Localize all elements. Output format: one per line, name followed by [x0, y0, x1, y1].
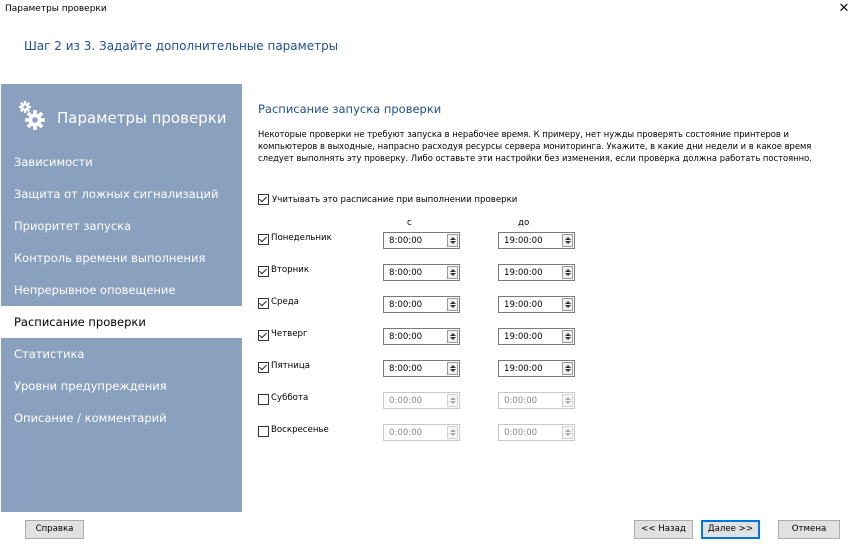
monday-from-time[interactable]: [383, 232, 460, 249]
help-button[interactable]: Справка: [25, 520, 84, 539]
day-row-friday: [258, 360, 588, 380]
tuesday-from-time[interactable]: [383, 264, 460, 281]
saturday-from-time: [383, 392, 460, 409]
tuesday-label: Вторник: [271, 265, 310, 275]
sidebar-nav: [1, 146, 242, 434]
sunday-to-value: 0:00:00: [504, 428, 538, 438]
monday-checkbox[interactable]: [258, 234, 269, 245]
spin-buttons-icon[interactable]: [562, 362, 573, 375]
monday-to-value: 19:00:00: [504, 236, 543, 246]
saturday-from-value: 0:00:00: [389, 396, 423, 406]
thursday-to-value: 19:00:00: [504, 332, 543, 342]
monday-from-value: 8:00:00: [389, 236, 423, 246]
tuesday-to-time[interactable]: [498, 264, 575, 281]
sidebar-item-description-comment[interactable]: Описание / комментарий: [14, 411, 167, 425]
sidebar-item-warning-levels[interactable]: Уровни предупреждения: [14, 379, 167, 393]
friday-checkbox[interactable]: [258, 362, 269, 373]
monday-to-time[interactable]: [498, 232, 575, 249]
sunday-to-time: [498, 424, 575, 441]
spin-buttons-icon[interactable]: [447, 266, 458, 279]
sidebar: [1, 84, 242, 512]
friday-to-value: 19:00:00: [504, 364, 543, 374]
sidebar-item-dependencies[interactable]: Зависимости: [14, 155, 93, 169]
thursday-to-time[interactable]: [498, 328, 575, 345]
next-button[interactable]: Далее >>: [701, 520, 760, 539]
section-title: Расписание запуска проверки: [258, 102, 442, 116]
from-column-header: с: [407, 218, 412, 228]
tuesday-checkbox[interactable]: [258, 266, 269, 277]
spin-buttons-icon[interactable]: [562, 234, 573, 247]
sunday-label: Воскресенье: [271, 425, 329, 435]
window-title: Параметры проверки: [5, 4, 107, 14]
saturday-to-value: 0:00:00: [504, 396, 538, 406]
saturday-to-time: [498, 392, 575, 409]
sidebar-item-continuous-notification[interactable]: Непрерывное оповещение: [14, 283, 176, 297]
wednesday-checkbox[interactable]: [258, 298, 269, 309]
thursday-label: Четверг: [271, 329, 308, 339]
wednesday-label: Среда: [271, 297, 299, 307]
gears-icon: [17, 98, 47, 132]
saturday-checkbox[interactable]: [258, 394, 269, 405]
spin-buttons-icon[interactable]: [562, 298, 573, 311]
friday-label: Пятница: [271, 361, 310, 371]
day-row-thursday: [258, 328, 588, 348]
sidebar-item-statistics[interactable]: Статистика: [14, 347, 85, 361]
friday-from-time[interactable]: [383, 360, 460, 377]
back-button[interactable]: << Назад: [634, 520, 693, 539]
spin-buttons-icon[interactable]: [447, 234, 458, 247]
day-row-wednesday: [258, 296, 588, 316]
sidebar-item-execution-time-control[interactable]: Контроль времени выполнения: [14, 251, 206, 265]
spin-buttons-icon: [447, 394, 458, 407]
close-icon[interactable]: ✕: [838, 1, 850, 16]
spin-buttons-icon[interactable]: [447, 298, 458, 311]
spin-buttons-icon: [562, 394, 573, 407]
spin-buttons-icon[interactable]: [447, 362, 458, 375]
to-column-header: до: [518, 218, 530, 228]
spin-buttons-icon[interactable]: [447, 330, 458, 343]
spin-buttons-icon[interactable]: [562, 330, 573, 343]
sunday-checkbox[interactable]: [258, 426, 269, 437]
day-row-sunday: [258, 424, 588, 444]
wizard-step-text: Шаг 2 из 3. Задайте дополнительные параметры: [24, 39, 339, 53]
thursday-from-time[interactable]: [383, 328, 460, 345]
sunday-from-value: 0:00:00: [389, 428, 423, 438]
spin-buttons-icon[interactable]: [562, 266, 573, 279]
wednesday-from-time[interactable]: [383, 296, 460, 313]
sidebar-item-launch-priority[interactable]: Приоритет запуска: [14, 219, 132, 233]
spin-buttons-icon: [562, 426, 573, 439]
use-schedule-checkbox-row[interactable]: [258, 194, 517, 205]
tuesday-from-value: 8:00:00: [389, 268, 423, 278]
sidebar-item-check-schedule[interactable]: Расписание проверки: [1, 306, 242, 338]
sidebar-header: [1, 98, 242, 138]
thursday-from-value: 8:00:00: [389, 332, 423, 342]
saturday-label: Суббота: [271, 393, 309, 403]
friday-from-value: 8:00:00: [389, 364, 423, 374]
wednesday-to-time[interactable]: [498, 296, 575, 313]
friday-to-time[interactable]: [498, 360, 575, 377]
section-description: Некоторые проверки не требуют запуска в нерабочее время. К примеру, нет нужды проверять состояние принтеров и компьютеров в выходные, напрасно расходуя ресурсы сервера мониторинга. Укажите, в какие дни недели и в какое время следует выполнять эту проверку. Либо оставьте эти настройки без изменения, если проверка должна работать постоянно.: [258, 129, 812, 163]
day-row-saturday: [258, 392, 588, 412]
sidebar-item-false-alarm-protection[interactable]: Защита от ложных сигнализаций: [14, 187, 219, 201]
sunday-from-time: [383, 424, 460, 441]
day-row-tuesday: [258, 264, 588, 284]
monday-label: Понедельник: [271, 233, 332, 243]
tuesday-to-value: 19:00:00: [504, 268, 543, 278]
day-row-monday: [258, 232, 588, 252]
cancel-button[interactable]: Отмена: [778, 520, 840, 539]
spin-buttons-icon: [447, 426, 458, 439]
wednesday-to-value: 19:00:00: [504, 300, 543, 310]
wednesday-from-value: 8:00:00: [389, 300, 423, 310]
use-schedule-checkbox[interactable]: [258, 194, 269, 205]
thursday-checkbox[interactable]: [258, 330, 269, 341]
sidebar-title: Параметры проверки: [57, 109, 227, 127]
use-schedule-label: Учитывать это расписание при выполнении проверки: [272, 194, 518, 205]
